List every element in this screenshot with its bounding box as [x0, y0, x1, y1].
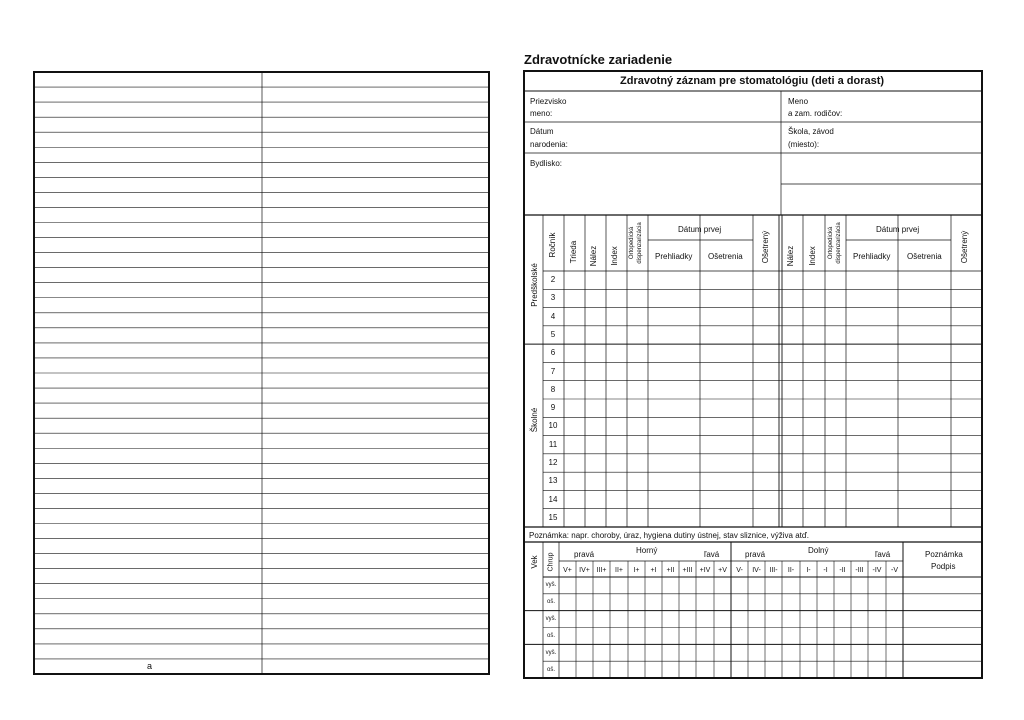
teeth-row-label: vyš.	[545, 649, 557, 656]
birth-label-2: narodenia:	[530, 140, 568, 149]
year-number: 3	[550, 293, 556, 303]
parent-label: Meno	[788, 97, 809, 106]
year-number: 2	[550, 275, 556, 285]
upper-right-header: pravá	[574, 550, 595, 559]
tooth-label: +III	[682, 567, 693, 574]
tooth-label: -IV	[872, 567, 882, 574]
tooth-label: +V	[718, 567, 727, 574]
tooth-label: V-	[736, 567, 743, 574]
teeth-row-label: vyš.	[545, 582, 557, 589]
tooth-label: IV+	[579, 567, 590, 574]
finding-header-right: Nález	[786, 245, 795, 267]
year-number: 11	[548, 439, 558, 449]
facility-heading: Zdravotnícke zariadenie	[524, 52, 673, 67]
surname-label-2: meno:	[530, 109, 553, 118]
treated-header-right: Ošetrený	[960, 230, 969, 264]
form-title: Zdravotný záznam pre stomatológiu (deti a dorast)	[620, 75, 885, 87]
checkups-header-right: Prehliadky	[853, 252, 891, 261]
upper-left-header: ľavá	[704, 550, 720, 559]
year-number: 5	[550, 330, 556, 339]
teeth-row-label: oš.	[546, 632, 556, 639]
tooth-label: III-	[769, 567, 778, 574]
teeth-row-label: oš.	[546, 599, 556, 606]
treatments-header: Ošetrenia	[708, 252, 743, 261]
tooth-label: -II	[839, 567, 846, 574]
first-date-header-right: Dátum prvej	[876, 225, 920, 234]
year-number: 12	[548, 458, 558, 467]
finding-header: Nález	[589, 245, 598, 267]
ortho-header: Ortopedická	[629, 226, 635, 260]
parent-label-2: a zam. rodičov:	[788, 109, 843, 118]
tooth-label: II+	[615, 567, 623, 574]
year-number: 14	[548, 494, 558, 504]
tooth-label: +IV	[699, 567, 711, 574]
surname-label: Priezvisko	[530, 97, 567, 106]
age-header: Vek	[530, 555, 539, 569]
school-group-label: Školné	[530, 407, 539, 433]
class-header: Trieda	[569, 240, 578, 264]
lower-right-header: pravá	[745, 550, 766, 559]
tooth-label: V+	[563, 567, 572, 574]
tooth-label: +II	[666, 567, 675, 574]
year-number: 8	[550, 384, 556, 394]
teeth-row-label: oš.	[546, 666, 556, 673]
lower-left-header: ľavá	[875, 550, 891, 559]
tooth-label: I+	[633, 567, 640, 574]
address-label: Bydlisko:	[530, 159, 563, 168]
left-footer-letter: a	[147, 661, 153, 671]
tooth-label: III+	[596, 567, 607, 574]
school-label-2: (miesto):	[788, 140, 820, 149]
tooth-label: +I	[650, 567, 657, 574]
year-number: 15	[548, 512, 558, 522]
checkups-header: Prehliadky	[655, 252, 693, 261]
birth-label: Dátum	[530, 127, 554, 136]
ortho-header-right-2: dispenzarizácia	[836, 222, 842, 264]
treatments-header-right: Ošetrenia	[907, 252, 942, 261]
year-number: 9	[550, 403, 556, 413]
year-number: 13	[548, 476, 558, 486]
tooth-label: I-	[806, 567, 811, 574]
tooth-header: Chrup	[547, 552, 555, 572]
ortho-header-2: dispenzarizácia	[637, 222, 643, 264]
teeth-row-label: vyš.	[545, 616, 557, 623]
tooth-label: -III	[855, 567, 864, 574]
signature-header: Podpis	[931, 562, 956, 571]
tooth-label: -I	[823, 567, 828, 574]
index-header-right: Index	[808, 246, 817, 266]
school-label: Škola, závod	[788, 127, 834, 136]
year-number: 7	[550, 366, 556, 376]
remark-header: Poznámka	[925, 550, 963, 559]
year-number: 4	[550, 311, 556, 321]
treated-header: Ošetrený	[761, 230, 770, 264]
tooth-label: II-	[787, 567, 795, 574]
tooth-label: IV-	[752, 567, 761, 574]
tooth-label: -V	[891, 567, 898, 574]
upper-header: Horný	[636, 546, 658, 555]
ortho-header-right: Ortopedická	[828, 226, 834, 260]
year-number: 10	[548, 421, 558, 431]
year-header: Ročník	[548, 232, 557, 258]
year-number: 6	[550, 348, 556, 358]
note-label: Poznámka: napr. choroby, úraz, hygiena dutiny ústnej, stav sliznice, výživa atď.	[529, 531, 810, 540]
lower-header: Dolný	[808, 546, 829, 555]
index-header: Index	[610, 246, 619, 266]
first-date-header: Dátum prvej	[678, 225, 722, 234]
preschool-label: Predškolské	[530, 263, 539, 307]
